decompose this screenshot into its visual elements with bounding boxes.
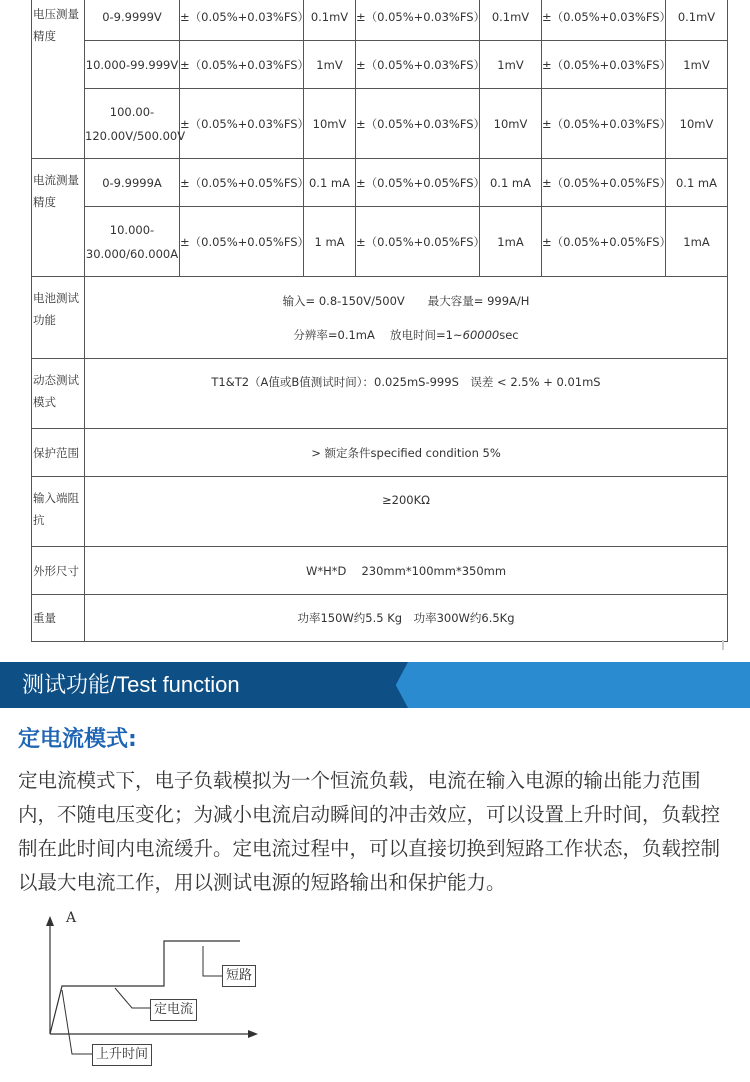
accuracy-cell: ±（0.05%+0.03%FS） <box>356 0 480 41</box>
resolution-cell: 10mV <box>666 89 728 159</box>
table-row <box>32 89 728 159</box>
resolution-cell: 0.1 mA <box>666 159 728 207</box>
accuracy-cell: ±（0.05%+0.05%FS） <box>542 159 666 207</box>
axis-label: A <box>66 910 77 926</box>
constant-current-label: 定电流 <box>150 999 197 1021</box>
battery-line-1: 输入= 0.8-150V/500V 最大容量= 999A/H <box>282 293 530 308</box>
voltage-category: 电压测量精度 <box>32 0 85 159</box>
resolution-cell: 10mV <box>480 89 542 159</box>
weight-value: 功率150W约5.5 Kg 功率300W约6.5Kg <box>85 595 728 642</box>
range-cell: 0-9.9999V <box>85 0 180 41</box>
resolution-cell: 0.1mV <box>304 0 356 41</box>
battery-line-2-prefix: 分辨率=0.1mA 放电时间=1~ <box>293 327 463 342</box>
y-axis-arrow-icon <box>46 916 54 926</box>
range-cell: 100.00-120.00V/500.00V <box>85 89 180 159</box>
weight-category: 重量 <box>32 595 85 642</box>
dynamic-value: T1&T2（A值或B值测试时间）：0.025mS-999S 误差 < 2.5% + 0.01mS <box>85 359 728 429</box>
accuracy-cell: ±（0.05%+0.05%FS） <box>542 207 666 277</box>
banner-title: 测试功能/Test function <box>22 672 240 697</box>
protection-value: > 额定条件specified condition 5% <box>85 429 728 477</box>
current-category: 电流测量精度 <box>32 159 85 277</box>
x-axis-arrow-icon <box>248 1030 258 1038</box>
battery-line-2 <box>85 318 727 352</box>
protection-category: 保护范围 <box>32 429 85 477</box>
battery-category: 电池测试功能 <box>32 277 85 359</box>
dimensions-value: W*H*D 230mm*100mm*350mm <box>85 547 728 595</box>
spec-table <box>31 0 728 642</box>
resolution-cell: 1 mA <box>304 207 356 277</box>
table-row <box>32 0 728 41</box>
accuracy-cell: ±（0.05%+0.03%FS） <box>180 41 304 89</box>
table-row <box>32 359 728 429</box>
short-circuit-leader <box>203 946 222 976</box>
current-diagram <box>40 908 280 1074</box>
dimensions-category: 外形尺寸 <box>32 547 85 595</box>
resolution-cell: 0.1 mA <box>304 159 356 207</box>
resolution-cell: 0.1 mA <box>480 159 542 207</box>
accuracy-cell: ±（0.05%+0.05%FS） <box>180 207 304 277</box>
table-row <box>32 277 728 359</box>
accuracy-cell: ±（0.05%+0.03%FS） <box>542 0 666 41</box>
range-cell: 0-9.9999A <box>85 159 180 207</box>
accuracy-cell: ±（0.05%+0.03%FS） <box>356 41 480 89</box>
table-row <box>32 207 728 277</box>
resolution-cell: 1mV <box>480 41 542 89</box>
accuracy-cell: ±（0.05%+0.03%FS） <box>542 41 666 89</box>
table-row <box>32 477 728 547</box>
accuracy-cell: ±（0.05%+0.05%FS） <box>356 159 480 207</box>
range-cell: 10.000-99.999V <box>85 41 180 89</box>
current-diagram-svg <box>40 908 280 1074</box>
resolution-cell: 1mA <box>480 207 542 277</box>
mode-description: 定电流模式下，电子负载模拟为一个恒流负载，电流在输入电源的输出能力范围内，不随电压变化；为减小电流启动瞬间的冲击效应，可以设置上升时间，负载控制在此时间内电流缓升。定电流过程中，可以直接切换到短路工作状态，负载控制以最大电流工作，用以测试电源的短路输出和保护能力。 <box>18 769 721 894</box>
resolution-cell: 0.1mV <box>480 0 542 41</box>
table-row <box>32 159 728 207</box>
accuracy-cell: ±（0.05%+0.05%FS） <box>180 159 304 207</box>
constant-current-leader <box>115 988 152 1008</box>
table-row <box>32 41 728 89</box>
battery-line-2-italic: 60000 <box>462 327 500 342</box>
impedance-category: 输入端阻抗 <box>32 477 85 547</box>
dynamic-category: 动态测试模式 <box>32 359 85 429</box>
rise-time-label: 上升时间 <box>92 1044 152 1066</box>
table-row <box>32 429 728 477</box>
battery-value <box>85 277 728 359</box>
divider <box>722 640 724 650</box>
range-cell: 10.000-30.000/60.000A <box>85 207 180 277</box>
resolution-cell: 10mV <box>304 89 356 159</box>
accuracy-cell: ±（0.05%+0.03%FS） <box>542 89 666 159</box>
resolution-cell: 1mA <box>666 207 728 277</box>
table-row <box>32 547 728 595</box>
accuracy-cell: ±（0.05%+0.03%FS） <box>356 89 480 159</box>
section-banner <box>0 662 750 708</box>
rise-time-leader <box>62 990 92 1054</box>
mode-heading: 定电流模式: <box>18 727 137 752</box>
short-circuit-label: 短路 <box>222 965 256 987</box>
resolution-cell: 1mV <box>666 41 728 89</box>
impedance-value: ≥200KΩ <box>85 477 728 547</box>
battery-line-2-suffix: sec <box>499 327 519 342</box>
current-curve <box>50 941 240 1034</box>
table-row <box>32 595 728 642</box>
resolution-cell: 0.1mV <box>666 0 728 41</box>
accuracy-cell: ±（0.05%+0.03%FS） <box>180 89 304 159</box>
resolution-cell: 1mV <box>304 41 356 89</box>
accuracy-cell: ±（0.05%+0.05%FS） <box>356 207 480 277</box>
accuracy-cell: ±（0.05%+0.03%FS） <box>180 0 304 41</box>
